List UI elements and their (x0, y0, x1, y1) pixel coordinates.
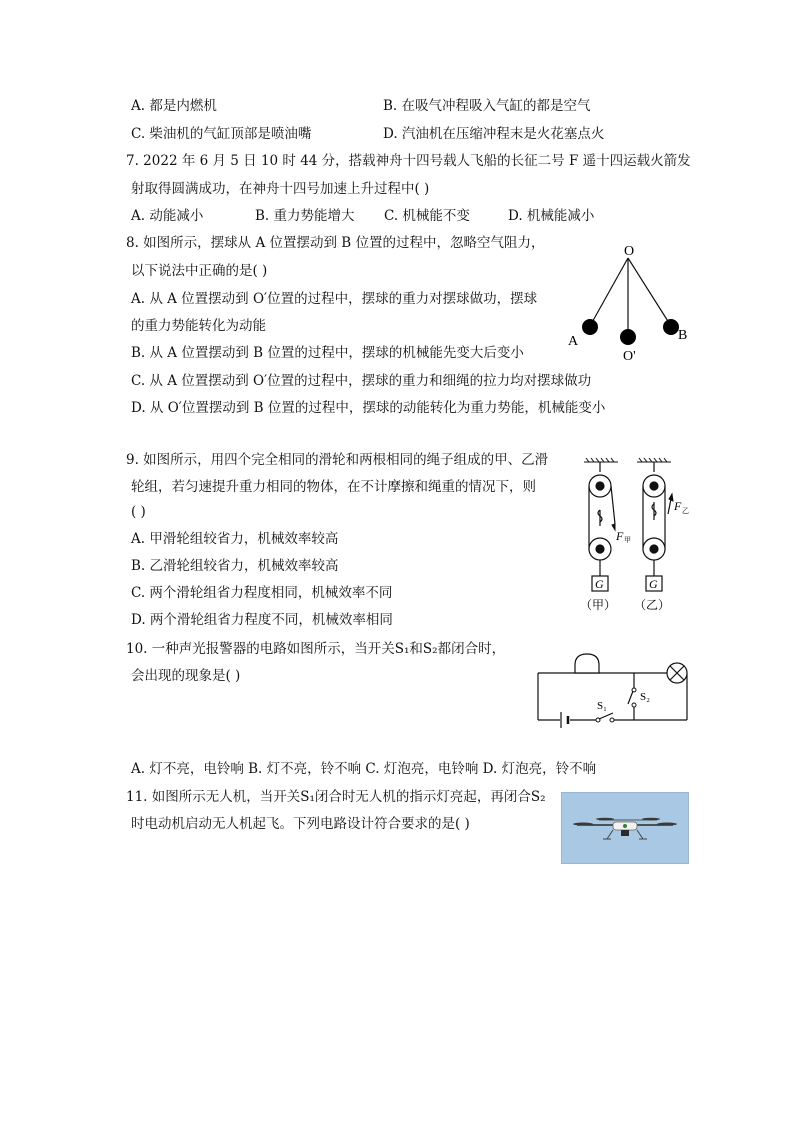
circuit-figure (530, 648, 695, 728)
pendulum-string-b (628, 258, 671, 326)
force-label-jia: F (616, 529, 624, 543)
switch-s1 (596, 713, 614, 722)
q7-option-c: C. 机械能不变 (384, 208, 470, 224)
pendulum-ball-a (582, 319, 598, 335)
q9-option-a: A. 甲滑轮组较省力，机械效率较高 (131, 531, 339, 547)
q6-option-c: C. 柴油机的气缸顶部是喷油嘴 (131, 126, 312, 142)
q9-option-c: C. 两个滑轮组省力程度相同，机械效率不同 (131, 585, 393, 601)
q6-option-b: B. 在吸气冲程吸入气缸的都是空气 (383, 98, 591, 114)
q7-stem-line1: 7. 2022 年 6 月 5 日 10 时 44 分，搭载神舟十四号载人飞船的长征二号 F 遥十四运载火箭发 (126, 153, 691, 169)
q8-stem-line1: 8. 如图所示，摆球从 A 位置摆动到 B 位置的过程中，忽略空气阻力， (126, 235, 545, 251)
q11-stem-line2: 时电动机启动无人机起飞。下列电路设计符合要求的是( ) (131, 816, 470, 832)
force-arrow-yi (669, 494, 673, 501)
q7-stem-line2: 射取得圆满成功，在神舟十四号加速上升过程中( ) (131, 181, 430, 197)
q8-option-a-line2: 的重力势能转化为动能 (131, 318, 266, 334)
q7-option-a: A. 动能减小 (131, 208, 204, 224)
q8-option-c: C. 从 A 位置摆动到 O′位置的过程中，摆球的重力和细绳的拉力均对摆球做功 (131, 373, 592, 389)
ceiling-jia (584, 458, 618, 462)
q9-stem-line2: 轮组，若匀速提升重力相同的物体，在不计摩擦和绳重的情况下，则 (131, 479, 536, 495)
pendulum-string-a (590, 258, 628, 326)
caption-yi: （乙） (634, 598, 671, 612)
q7-option-d: D. 机械能减小 (508, 208, 595, 224)
force-subscript-yi: 乙 (682, 507, 689, 515)
pendulum-ball-o-prime (620, 329, 636, 345)
q11-stem-line1: 11. 如图所示无人机，当开关S₁闭合时无人机的指示灯亮起，再闭合S₂ (126, 789, 546, 805)
label-o: O (624, 244, 635, 259)
label-o-prime: O' (623, 349, 636, 363)
label-a: A (568, 334, 579, 349)
label-b: B (678, 328, 688, 343)
force-label-yi: F (674, 499, 682, 513)
q9-option-b: B. 乙滑轮组较省力，机械效率较高 (131, 558, 339, 574)
q10-stem-line1: 10. 一种声光报警器的电路如图所示，当开关S₁和S₂都闭合时， (126, 641, 506, 657)
q8-option-b: B. 从 A 位置摆动到 B 位置的过程中，摆球的机械能先变大后变小 (131, 345, 524, 361)
lamp (667, 663, 687, 683)
q7-option-b: B. 重力势能增大 (255, 208, 355, 224)
drone-photo (561, 792, 689, 864)
pendulum-ball-b (663, 319, 679, 335)
pendulum-figure (560, 238, 700, 363)
q9-stem-line1: 9. 如图所示，用四个完全相同的滑轮和两根相同的绳子组成的甲、乙滑 (126, 452, 549, 468)
caption-jia: （甲） (580, 598, 617, 612)
label-s2: S₂ (640, 691, 650, 703)
q6-option-a: A. 都是内燃机 (131, 98, 217, 114)
q8-option-d: D. 从 O′位置摆动到 B 位置的过程中，摆球的动能转化为重力势能，机械能变小 (131, 400, 606, 416)
weight-label-jia: G (595, 577, 604, 591)
ceiling-yi (637, 458, 671, 462)
q6-option-d: D. 汽油机在压缩冲程末是火花塞点火 (383, 126, 605, 142)
electric-bell (575, 654, 599, 673)
q10-options: A. 灯不亮，电铃响 B. 灯不亮，铃不响 C. 灯泡亮，电铃响 D. 灯泡亮，铃不响 (131, 761, 597, 777)
weight-label-yi: G (649, 577, 658, 591)
force-subscript-jia: 甲 (624, 536, 631, 544)
battery (561, 712, 568, 728)
q8-option-a-line1: A. 从 A 位置摆动到 O′位置的过程中，摆球的重力对摆球做功，摆球 (131, 291, 538, 307)
q9-option-d: D. 两个滑轮组省力程度不同，机械效率相同 (131, 612, 393, 628)
label-s1: S₁ (597, 700, 607, 712)
force-arrow-jia (612, 524, 615, 530)
q10-stem-line2: 会出现的现象是( ) (131, 668, 241, 684)
pulley-figure (570, 452, 705, 617)
switch-s2 (628, 688, 636, 707)
q9-stem-line3: ( ) (131, 504, 146, 520)
q8-stem-line2: 以下说法中正确的是( ) (131, 263, 268, 279)
